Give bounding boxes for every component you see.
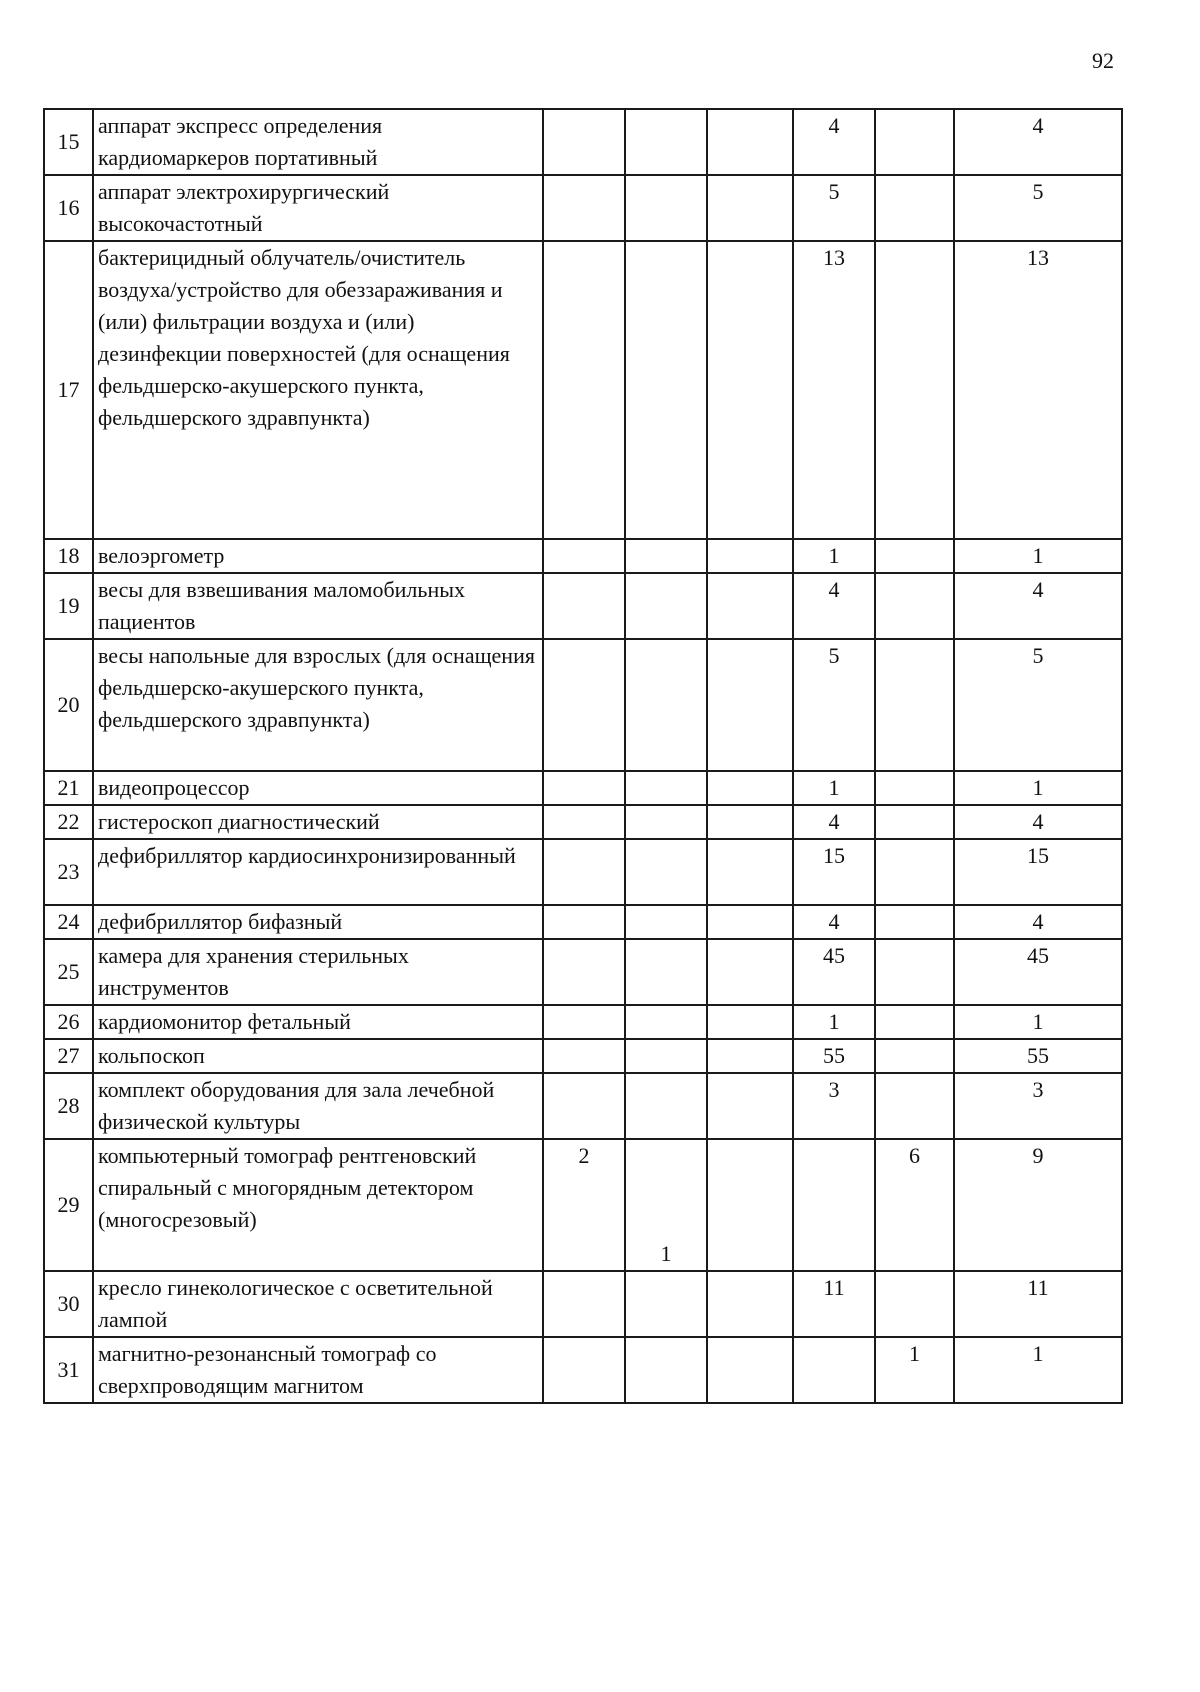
quantity-cell-col2 — [625, 175, 707, 241]
quantity-cell-col2 — [625, 1039, 707, 1073]
row-number: 23 — [44, 839, 93, 905]
quantity-cell-col5 — [875, 639, 954, 771]
quantity-cell-col2 — [625, 939, 707, 1005]
quantity-cell-col4: 5 — [793, 175, 875, 241]
page-number: 92 — [1092, 48, 1114, 73]
quantity-cell-col4 — [793, 1139, 875, 1271]
quantity-cell-col6: 13 — [954, 241, 1122, 539]
quantity-cell-col6: 11 — [954, 1271, 1122, 1337]
row-number: 31 — [44, 1337, 93, 1403]
row-number: 26 — [44, 1005, 93, 1039]
quantity-cell-col5 — [875, 175, 954, 241]
quantity-cell-col6: 45 — [954, 939, 1122, 1005]
quantity-cell-col1 — [543, 175, 625, 241]
quantity-cell-col1 — [543, 639, 625, 771]
table-row — [44, 771, 1122, 805]
quantity-cell-col5 — [875, 1005, 954, 1039]
quantity-cell-col4: 1 — [793, 771, 875, 805]
quantity-cell-col3 — [707, 1271, 793, 1337]
equipment-name: кольпоскоп — [93, 1039, 543, 1073]
quantity-cell-col3 — [707, 805, 793, 839]
table-row — [44, 1073, 1122, 1139]
quantity-cell-col4: 15 — [793, 839, 875, 905]
equipment-name: аппарат экспресс определения кардиомаркеров портативный — [93, 109, 543, 175]
quantity-cell-col3 — [707, 1005, 793, 1039]
quantity-cell-col5 — [875, 939, 954, 1005]
table-row — [44, 905, 1122, 939]
quantity-cell-col3 — [707, 1039, 793, 1073]
quantity-cell-col5: 1 — [875, 1337, 954, 1403]
quantity-cell-col4: 4 — [793, 905, 875, 939]
quantity-cell-col6: 4 — [954, 573, 1122, 639]
row-number: 22 — [44, 805, 93, 839]
equipment-name: камера для хранения стерильных инструментов — [93, 939, 543, 1005]
quantity-cell-col6: 5 — [954, 639, 1122, 771]
row-number: 20 — [44, 639, 93, 771]
quantity-cell-col4: 1 — [793, 1005, 875, 1039]
table-row — [44, 539, 1122, 573]
quantity-cell-col6: 4 — [954, 805, 1122, 839]
row-number: 15 — [44, 109, 93, 175]
quantity-cell-col6: 4 — [954, 905, 1122, 939]
quantity-cell-col2: 1 — [625, 1139, 707, 1271]
quantity-cell-col6: 1 — [954, 1005, 1122, 1039]
quantity-cell-col5 — [875, 1039, 954, 1073]
equipment-name: магнитно-резонансный томограф со сверхпроводящим магнитом — [93, 1337, 543, 1403]
table-row — [44, 109, 1122, 175]
quantity-cell-col2 — [625, 639, 707, 771]
table-body — [44, 109, 1122, 1403]
row-number: 28 — [44, 1073, 93, 1139]
quantity-cell-col1: 2 — [543, 1139, 625, 1271]
quantity-cell-col4: 13 — [793, 241, 875, 539]
quantity-cell-col3 — [707, 175, 793, 241]
equipment-name: кардиомонитор фетальный — [93, 1005, 543, 1039]
quantity-cell-col1 — [543, 839, 625, 905]
row-number: 21 — [44, 771, 93, 805]
quantity-cell-col2 — [625, 839, 707, 905]
table-row — [44, 175, 1122, 241]
quantity-cell-col1 — [543, 1039, 625, 1073]
quantity-cell-col5 — [875, 241, 954, 539]
quantity-cell-col1 — [543, 771, 625, 805]
quantity-cell-col6: 9 — [954, 1139, 1122, 1271]
quantity-cell-col2 — [625, 1337, 707, 1403]
row-number: 30 — [44, 1271, 93, 1337]
table-row — [44, 805, 1122, 839]
equipment-name: велоэргометр — [93, 539, 543, 573]
table-row — [44, 1271, 1122, 1337]
quantity-cell-col1 — [543, 1005, 625, 1039]
quantity-cell-col3 — [707, 1139, 793, 1271]
quantity-cell-col1 — [543, 1073, 625, 1139]
quantity-cell-col2 — [625, 109, 707, 175]
row-number: 19 — [44, 573, 93, 639]
quantity-cell-col3 — [707, 939, 793, 1005]
quantity-cell-col1 — [543, 805, 625, 839]
quantity-cell-col6: 55 — [954, 1039, 1122, 1073]
quantity-cell-col2 — [625, 1005, 707, 1039]
quantity-cell-col6: 1 — [954, 1337, 1122, 1403]
table-row — [44, 1139, 1122, 1271]
quantity-cell-col3 — [707, 771, 793, 805]
quantity-cell-col2 — [625, 1271, 707, 1337]
quantity-cell-col3 — [707, 573, 793, 639]
quantity-cell-col4: 55 — [793, 1039, 875, 1073]
equipment-table — [43, 108, 1123, 1404]
row-number: 18 — [44, 539, 93, 573]
equipment-name: дефибриллятор бифазный — [93, 905, 543, 939]
equipment-name: аппарат электрохирургический высокочастотный — [93, 175, 543, 241]
quantity-cell-col1 — [543, 241, 625, 539]
quantity-cell-col6: 4 — [954, 109, 1122, 175]
quantity-cell-col5 — [875, 905, 954, 939]
quantity-cell-col3 — [707, 639, 793, 771]
quantity-cell-col6: 3 — [954, 1073, 1122, 1139]
quantity-cell-col5 — [875, 805, 954, 839]
quantity-cell-col4: 5 — [793, 639, 875, 771]
quantity-cell-col3 — [707, 539, 793, 573]
equipment-name: гистероскоп диагностический — [93, 805, 543, 839]
quantity-cell-col1 — [543, 939, 625, 1005]
quantity-cell-col5 — [875, 771, 954, 805]
quantity-cell-col1 — [543, 905, 625, 939]
quantity-cell-col2 — [625, 805, 707, 839]
quantity-cell-col3 — [707, 905, 793, 939]
quantity-cell-col5 — [875, 1073, 954, 1139]
quantity-cell-col2 — [625, 573, 707, 639]
table-row — [44, 573, 1122, 639]
quantity-cell-col6: 5 — [954, 175, 1122, 241]
equipment-name: видеопроцессор — [93, 771, 543, 805]
quantity-cell-col2 — [625, 241, 707, 539]
quantity-cell-col4: 45 — [793, 939, 875, 1005]
table-row — [44, 639, 1122, 771]
quantity-cell-col3 — [707, 109, 793, 175]
quantity-cell-col4: 4 — [793, 805, 875, 839]
quantity-cell-col3 — [707, 1073, 793, 1139]
quantity-cell-col5 — [875, 539, 954, 573]
quantity-cell-col3 — [707, 839, 793, 905]
quantity-cell-col2 — [625, 771, 707, 805]
quantity-cell-col4: 3 — [793, 1073, 875, 1139]
quantity-cell-col4: 11 — [793, 1271, 875, 1337]
quantity-cell-col3 — [707, 1337, 793, 1403]
equipment-name: компьютерный томограф рентгеновский спиральный с многорядным детектором (многосрезовый) — [93, 1139, 543, 1271]
quantity-cell-col6: 1 — [954, 539, 1122, 573]
quantity-cell-col1 — [543, 1271, 625, 1337]
row-number: 29 — [44, 1139, 93, 1271]
quantity-cell-col6: 1 — [954, 771, 1122, 805]
table-row — [44, 839, 1122, 905]
quantity-cell-col1 — [543, 539, 625, 573]
equipment-name: комплект оборудования для зала лечебной физической культуры — [93, 1073, 543, 1139]
quantity-cell-col3 — [707, 241, 793, 539]
quantity-cell-col4: 4 — [793, 573, 875, 639]
quantity-cell-col6: 15 — [954, 839, 1122, 905]
equipment-name: бактерицидный облучатель/очиститель воздуха/устройство для обеззараживания и (или) фильтрации воздуха и (или) дезинфекции поверхностей (для оснащения фельдшерско-акушерского пункта, фельдшерского здравпункта) — [93, 241, 543, 539]
quantity-cell-col4: 1 — [793, 539, 875, 573]
row-number: 24 — [44, 905, 93, 939]
quantity-cell-col2 — [625, 539, 707, 573]
table-row — [44, 241, 1122, 539]
quantity-cell-col1 — [543, 573, 625, 639]
row-number: 17 — [44, 241, 93, 539]
quantity-cell-col4 — [793, 1337, 875, 1403]
table-row — [44, 939, 1122, 1005]
equipment-name: весы напольные для взрослых (для оснащения фельдшерско-акушерского пункта, фельдшерского здравпункта) — [93, 639, 543, 771]
quantity-cell-col2 — [625, 1073, 707, 1139]
quantity-cell-col1 — [543, 1337, 625, 1403]
row-number: 16 — [44, 175, 93, 241]
row-number: 25 — [44, 939, 93, 1005]
equipment-name: кресло гинекологическое с осветительной лампой — [93, 1271, 543, 1337]
quantity-cell-col5 — [875, 839, 954, 905]
equipment-name: весы для взвешивания маломобильных пациентов — [93, 573, 543, 639]
quantity-cell-col5 — [875, 1271, 954, 1337]
equipment-name: дефибриллятор кардиосинхронизированный — [93, 839, 543, 905]
table-row — [44, 1039, 1122, 1073]
quantity-cell-col2 — [625, 905, 707, 939]
quantity-cell-col5 — [875, 573, 954, 639]
quantity-cell-col5: 6 — [875, 1139, 954, 1271]
table-row — [44, 1337, 1122, 1403]
quantity-cell-col4: 4 — [793, 109, 875, 175]
quantity-cell-col1 — [543, 109, 625, 175]
quantity-cell-col5 — [875, 109, 954, 175]
table-row — [44, 1005, 1122, 1039]
row-number: 27 — [44, 1039, 93, 1073]
